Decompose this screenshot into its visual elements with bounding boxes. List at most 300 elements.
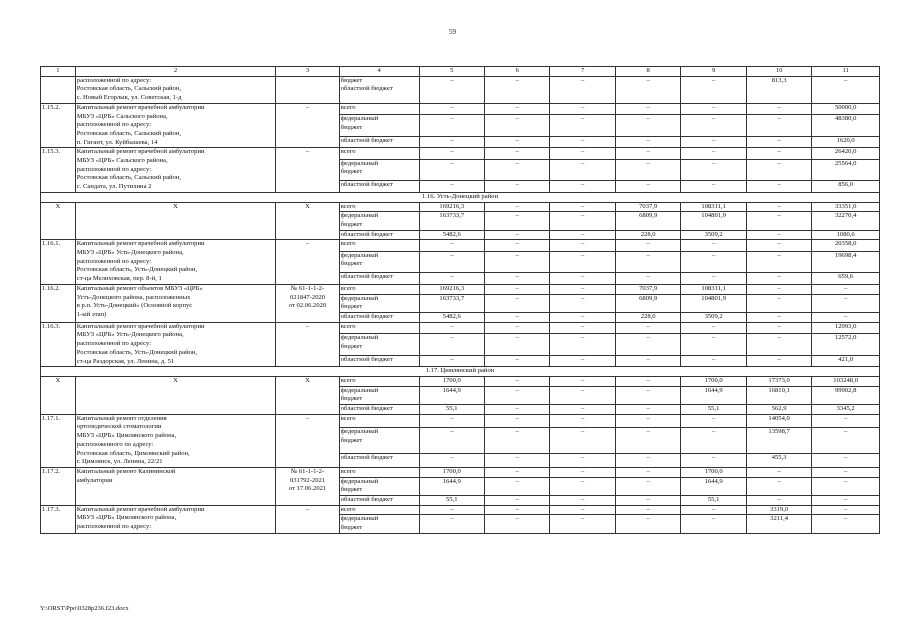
value-cell: 163733,7 xyxy=(419,294,484,312)
value-cell: 455,3 xyxy=(746,454,811,468)
value-cell: 7037,9 xyxy=(615,284,680,294)
value-cell: – xyxy=(812,477,880,495)
value-cell: – xyxy=(746,322,811,333)
document-cell: Х xyxy=(276,202,339,240)
table-body xyxy=(41,67,880,534)
value-cell: – xyxy=(485,230,550,240)
document-cell: – xyxy=(276,240,339,285)
table-row xyxy=(41,414,880,428)
value-cell: – xyxy=(615,115,680,137)
value-cell: 3211,4 xyxy=(746,515,811,533)
value-cell: – xyxy=(681,148,746,159)
value-cell: 103248,0 xyxy=(812,376,880,386)
value-cell: – xyxy=(485,428,550,454)
value-cell: – xyxy=(419,76,484,103)
source-cell: областной бюджет xyxy=(339,496,419,506)
value-cell: 104801,9 xyxy=(681,212,746,230)
source-cell: федеральный бюджет xyxy=(339,515,419,533)
value-cell: – xyxy=(681,414,746,428)
col-number: 7 xyxy=(550,67,615,77)
source-cell: всего xyxy=(339,322,419,333)
value-cell: 228,0 xyxy=(615,312,680,322)
source-cell: федеральный бюджет xyxy=(339,115,419,137)
value-cell: – xyxy=(615,334,680,356)
value-cell: – xyxy=(615,136,680,147)
source-cell: федеральный бюджет xyxy=(339,294,419,312)
value-cell: 1644,9 xyxy=(419,386,484,404)
value-cell: – xyxy=(485,181,550,192)
description-cell: Х xyxy=(75,202,276,240)
value-cell: – xyxy=(550,454,615,468)
value-cell: – xyxy=(615,515,680,533)
value-cell: 104801,9 xyxy=(681,294,746,312)
column-number-row xyxy=(41,67,880,77)
value-cell: – xyxy=(681,515,746,533)
value-cell: – xyxy=(681,159,746,181)
value-cell: 3509,2 xyxy=(681,230,746,240)
table-row xyxy=(41,376,880,386)
description-cell: Капитальный ремонт врачебной амбулатории МБУЗ «ЦРБ» Усть-Донецкого района, расположенной по адресу: Ростовская область, Усть-Донецкий район, ст-ца Раздорская, ул. Ленина, д. 51 xyxy=(75,322,276,367)
value-cell: – xyxy=(419,515,484,533)
item-number-cell: 1.17.2. xyxy=(41,467,76,505)
value-cell: – xyxy=(812,467,880,477)
value-cell: – xyxy=(485,454,550,468)
value-cell: – xyxy=(485,240,550,251)
value-cell: 108311,1 xyxy=(681,284,746,294)
col-number: 4 xyxy=(339,67,419,77)
value-cell: 48380,0 xyxy=(812,115,880,137)
source-cell: областной бюджет xyxy=(339,405,419,415)
col-number: 10 xyxy=(746,67,811,77)
table-row xyxy=(41,76,880,103)
section-title: 1.16. Усть-Донецкий район xyxy=(41,192,880,202)
value-cell: – xyxy=(681,251,746,273)
value-cell: – xyxy=(485,103,550,114)
value-cell: 5482,6 xyxy=(419,312,484,322)
value-cell: – xyxy=(681,454,746,468)
value-cell: 169216,3 xyxy=(419,202,484,212)
value-cell: – xyxy=(550,103,615,114)
table-row xyxy=(41,467,880,477)
value-cell: 55,1 xyxy=(419,496,484,506)
value-cell: 14054,0 xyxy=(746,414,811,428)
value-cell: 55,1 xyxy=(419,405,484,415)
item-number-cell xyxy=(41,76,76,103)
value-cell: – xyxy=(615,386,680,404)
description-cell: Капитальный ремонт отделения ортопедической стоматологии МБУЗ «ЦРБ» Цимлянского района, расположенного по адресу: Ростовская область, Цимлянский район, г. Цимлянск, ул. Ленина, 22/21 xyxy=(75,414,276,467)
value-cell: – xyxy=(812,312,880,322)
value-cell: – xyxy=(615,251,680,273)
value-cell: – xyxy=(550,386,615,404)
value-cell: – xyxy=(550,505,615,515)
value-cell: – xyxy=(550,273,615,284)
value-cell: – xyxy=(615,273,680,284)
value-cell: – xyxy=(550,251,615,273)
value-cell: 1700,0 xyxy=(681,467,746,477)
value-cell: – xyxy=(485,414,550,428)
item-number-cell: 1.16.2. xyxy=(41,284,76,322)
value-cell: – xyxy=(550,284,615,294)
value-cell: – xyxy=(746,230,811,240)
file-path-footer: Y:\ORST\Ppo\0328p236.f23.docx xyxy=(40,605,129,612)
value-cell: – xyxy=(550,376,615,386)
item-number-cell: Х xyxy=(41,202,76,240)
value-cell: – xyxy=(615,103,680,114)
document-cell: – xyxy=(276,148,339,193)
value-cell: – xyxy=(615,76,680,103)
value-cell: 12993,0 xyxy=(812,322,880,333)
value-cell: 5482,6 xyxy=(419,230,484,240)
value-cell: – xyxy=(746,115,811,137)
value-cell: – xyxy=(485,355,550,366)
value-cell: – xyxy=(681,76,746,103)
value-cell: – xyxy=(746,294,811,312)
source-cell: областной бюджет xyxy=(339,136,419,147)
value-cell: 1644,9 xyxy=(681,386,746,404)
value-cell: – xyxy=(550,355,615,366)
description-cell: Капитальный ремонт врачебной амбулатории МБУЗ «ЦРБ» Цимлянского района, расположенной по адресу: xyxy=(75,505,276,533)
section-header-row xyxy=(41,192,880,202)
value-cell: – xyxy=(550,515,615,533)
description-cell: Капитальный ремонт врачебной амбулатории МБУЗ «ЦРБ» Сальского района, расположенной по адресу: Ростовская область, Сальский район, с. Сандата, ул. Путилина 2 xyxy=(75,148,276,193)
value-cell: – xyxy=(550,76,615,103)
value-cell: 228,0 xyxy=(615,230,680,240)
item-number-cell: 1.17.3. xyxy=(41,505,76,533)
value-cell: – xyxy=(485,386,550,404)
value-cell: – xyxy=(615,159,680,181)
value-cell: – xyxy=(485,312,550,322)
value-cell: 25564,0 xyxy=(812,159,880,181)
value-cell: 1700,0 xyxy=(419,467,484,477)
source-cell: всего xyxy=(339,103,419,114)
value-cell: 19698,4 xyxy=(812,251,880,273)
value-cell: – xyxy=(485,467,550,477)
table-row xyxy=(41,284,880,294)
document-cell: Х xyxy=(276,376,339,414)
value-cell: 1700,0 xyxy=(419,376,484,386)
col-number: 9 xyxy=(681,67,746,77)
source-cell: областной бюджет xyxy=(339,454,419,468)
item-number-cell: 1.15.2. xyxy=(41,103,76,148)
source-cell: всего xyxy=(339,202,419,212)
item-number-cell: 1.16.1. xyxy=(41,240,76,285)
value-cell: – xyxy=(615,181,680,192)
value-cell: – xyxy=(485,294,550,312)
value-cell: – xyxy=(812,496,880,506)
value-cell: – xyxy=(615,496,680,506)
value-cell: – xyxy=(550,312,615,322)
document-cell: № 61-1-1-2- 021847-2020 от 02.06.2020 xyxy=(276,284,339,322)
source-cell: федеральный бюджет xyxy=(339,251,419,273)
value-cell: – xyxy=(681,428,746,454)
item-number-cell: 1.15.3. xyxy=(41,148,76,193)
document-cell: – xyxy=(276,505,339,533)
value-cell: 99902,8 xyxy=(812,386,880,404)
value-cell: – xyxy=(485,505,550,515)
value-cell: – xyxy=(485,405,550,415)
source-cell: всего xyxy=(339,414,419,428)
value-cell: – xyxy=(746,240,811,251)
description-cell: Капитальный ремонт Калининской амбулатории xyxy=(75,467,276,505)
value-cell: – xyxy=(419,273,484,284)
value-cell: – xyxy=(550,334,615,356)
value-cell: – xyxy=(681,273,746,284)
value-cell: – xyxy=(746,477,811,495)
value-cell: – xyxy=(615,405,680,415)
source-cell: всего xyxy=(339,284,419,294)
value-cell: – xyxy=(746,467,811,477)
value-cell: – xyxy=(550,467,615,477)
value-cell: – xyxy=(550,405,615,415)
value-cell: 169216,3 xyxy=(419,284,484,294)
value-cell: – xyxy=(746,202,811,212)
value-cell: – xyxy=(485,251,550,273)
value-cell: – xyxy=(485,322,550,333)
source-cell: всего xyxy=(339,240,419,251)
document-cell: – xyxy=(276,414,339,467)
value-cell: – xyxy=(812,76,880,103)
value-cell: – xyxy=(419,136,484,147)
value-cell: 3345,2 xyxy=(812,405,880,415)
value-cell: – xyxy=(419,505,484,515)
value-cell: – xyxy=(550,230,615,240)
value-cell: – xyxy=(550,496,615,506)
value-cell: – xyxy=(615,240,680,251)
page-number: 59 xyxy=(449,28,456,36)
value-cell: 26420,0 xyxy=(812,148,880,159)
value-cell: – xyxy=(419,414,484,428)
value-cell: 813,3 xyxy=(746,76,811,103)
value-cell: – xyxy=(419,240,484,251)
section-title: 1.17. Цимлянский район xyxy=(41,367,880,377)
value-cell: – xyxy=(550,428,615,454)
document-cell: № 61-1-1-2- 031792-2021 от 17.06.2021 xyxy=(276,467,339,505)
value-cell: 163733,7 xyxy=(419,212,484,230)
value-cell: – xyxy=(746,103,811,114)
value-cell: 6809,9 xyxy=(615,294,680,312)
source-cell: областной бюджет xyxy=(339,312,419,322)
value-cell: – xyxy=(681,181,746,192)
value-cell: – xyxy=(812,505,880,515)
table-row xyxy=(41,505,880,515)
value-cell: – xyxy=(419,181,484,192)
value-cell: – xyxy=(550,202,615,212)
table-row xyxy=(41,322,880,333)
value-cell: – xyxy=(681,334,746,356)
value-cell: – xyxy=(615,505,680,515)
value-cell: – xyxy=(615,355,680,366)
value-cell: – xyxy=(615,414,680,428)
value-cell: – xyxy=(419,103,484,114)
source-cell: федеральный бюджет xyxy=(339,334,419,356)
value-cell: 1700,0 xyxy=(681,376,746,386)
value-cell: 1644,9 xyxy=(681,477,746,495)
source-cell: федеральный бюджет xyxy=(339,386,419,404)
source-cell: областной бюджет xyxy=(339,355,419,366)
value-cell: – xyxy=(812,414,880,428)
description-cell: расположенной по адресу: Ростовская область, Сальский район, с. Новый Егорлык, ул. Советская, 1-д xyxy=(75,76,276,103)
value-cell: 1080,6 xyxy=(812,230,880,240)
value-cell: – xyxy=(419,428,484,454)
value-cell: – xyxy=(419,322,484,333)
value-cell: – xyxy=(550,115,615,137)
value-cell: 32270,4 xyxy=(812,212,880,230)
description-cell: Х xyxy=(75,376,276,414)
value-cell: – xyxy=(550,148,615,159)
description-cell: Капитальный ремонт объектов МБУЗ «ЦРБ» Усть-Донецкого района, расположенных в р.п. Усть-Донецкий» (Основной корпус 1-ый этап) xyxy=(75,284,276,322)
value-cell: – xyxy=(419,148,484,159)
description-cell: Капитальный ремонт врачебной амбулатории МБУЗ «ЦРБ» Усть-Донецкого района, расположенной по адресу: Ростовская область, Усть-Донецкий район, ст-ца Мелиховская, пер. 8-й, 1 xyxy=(75,240,276,285)
col-number: 2 xyxy=(75,67,276,77)
value-cell: 659,6 xyxy=(812,273,880,284)
value-cell: – xyxy=(485,334,550,356)
value-cell: – xyxy=(746,251,811,273)
item-number-cell: Х xyxy=(41,376,76,414)
value-cell: – xyxy=(746,355,811,366)
value-cell: 16810,1 xyxy=(746,386,811,404)
value-cell: – xyxy=(419,355,484,366)
value-cell: – xyxy=(550,240,615,251)
value-cell: – xyxy=(550,322,615,333)
value-cell: – xyxy=(550,181,615,192)
document-cell xyxy=(276,76,339,103)
source-cell: федеральный бюджет xyxy=(339,159,419,181)
value-cell: – xyxy=(681,355,746,366)
value-cell: – xyxy=(485,115,550,137)
col-number: 8 xyxy=(615,67,680,77)
value-cell: – xyxy=(485,148,550,159)
value-cell: – xyxy=(812,284,880,294)
value-cell: – xyxy=(485,496,550,506)
value-cell: – xyxy=(746,148,811,159)
source-cell: федеральный бюджет xyxy=(339,428,419,454)
value-cell: – xyxy=(812,294,880,312)
source-cell: областной бюджет xyxy=(339,181,419,192)
value-cell: – xyxy=(419,454,484,468)
value-cell: 12572,0 xyxy=(812,334,880,356)
table-row xyxy=(41,202,880,212)
value-cell: – xyxy=(681,505,746,515)
source-cell: федеральный бюджет xyxy=(339,212,419,230)
value-cell: – xyxy=(485,76,550,103)
section-header-row xyxy=(41,367,880,377)
col-number: 5 xyxy=(419,67,484,77)
value-cell: – xyxy=(681,103,746,114)
budget-table xyxy=(40,66,880,534)
col-number: 6 xyxy=(485,67,550,77)
description-cell: Капитальный ремонт врачебной амбулатории МБУЗ «ЦРБ» Сальского района, расположенной по адресу: Ростовская область, Сальский район, п. Гигант, ул. Куйбышева, 14 xyxy=(75,103,276,148)
value-cell: 13598,7 xyxy=(746,428,811,454)
value-cell: – xyxy=(485,273,550,284)
value-cell: – xyxy=(615,148,680,159)
value-cell: 562,9 xyxy=(746,405,811,415)
table-row xyxy=(41,148,880,159)
value-cell: – xyxy=(485,284,550,294)
value-cell: – xyxy=(485,212,550,230)
value-cell: – xyxy=(746,312,811,322)
value-cell: – xyxy=(485,136,550,147)
value-cell: – xyxy=(550,294,615,312)
value-cell: 6809,9 xyxy=(615,212,680,230)
value-cell: – xyxy=(485,376,550,386)
table-row xyxy=(41,240,880,251)
source-cell: областной бюджет xyxy=(339,230,419,240)
value-cell: – xyxy=(419,115,484,137)
value-cell: – xyxy=(812,454,880,468)
value-cell: – xyxy=(812,515,880,533)
document-cell: – xyxy=(276,322,339,367)
value-cell: 1620,0 xyxy=(812,136,880,147)
value-cell: – xyxy=(485,202,550,212)
item-number-cell: 1.16.3. xyxy=(41,322,76,367)
value-cell: – xyxy=(615,428,680,454)
value-cell: – xyxy=(681,322,746,333)
value-cell: – xyxy=(746,273,811,284)
value-cell: 17373,0 xyxy=(746,376,811,386)
value-cell: – xyxy=(615,322,680,333)
value-cell: – xyxy=(615,477,680,495)
col-number: 11 xyxy=(812,67,880,77)
source-cell: всего xyxy=(339,148,419,159)
value-cell: – xyxy=(485,515,550,533)
value-cell: – xyxy=(746,496,811,506)
value-cell: 108311,1 xyxy=(681,202,746,212)
value-cell: – xyxy=(550,212,615,230)
value-cell: 50000,0 xyxy=(812,103,880,114)
value-cell: – xyxy=(550,159,615,181)
value-cell: – xyxy=(681,136,746,147)
source-cell: бюджет областной бюджет xyxy=(339,76,419,103)
col-number: 1 xyxy=(41,67,76,77)
value-cell: 55,1 xyxy=(681,405,746,415)
source-cell: всего xyxy=(339,505,419,515)
value-cell: – xyxy=(615,467,680,477)
value-cell: – xyxy=(681,115,746,137)
value-cell: 7037,9 xyxy=(615,202,680,212)
value-cell: – xyxy=(746,212,811,230)
value-cell: 1644,9 xyxy=(419,477,484,495)
value-cell: – xyxy=(550,477,615,495)
value-cell: – xyxy=(419,334,484,356)
value-cell: 33351,0 xyxy=(812,202,880,212)
value-cell: – xyxy=(746,136,811,147)
value-cell: – xyxy=(550,136,615,147)
value-cell: 856,0 xyxy=(812,181,880,192)
value-cell: – xyxy=(746,181,811,192)
value-cell: – xyxy=(485,159,550,181)
value-cell: – xyxy=(615,454,680,468)
value-cell: – xyxy=(615,376,680,386)
value-cell: – xyxy=(419,251,484,273)
value-cell: – xyxy=(746,159,811,181)
value-cell: – xyxy=(746,334,811,356)
item-number-cell: 1.17.1. xyxy=(41,414,76,467)
source-cell: всего xyxy=(339,376,419,386)
source-cell: всего xyxy=(339,467,419,477)
value-cell: 3319,0 xyxy=(746,505,811,515)
value-cell: – xyxy=(419,159,484,181)
source-cell: областной бюджет xyxy=(339,273,419,284)
value-cell: – xyxy=(485,477,550,495)
value-cell: 3509,2 xyxy=(681,312,746,322)
source-cell: федеральный бюджет xyxy=(339,477,419,495)
value-cell: – xyxy=(746,284,811,294)
value-cell: – xyxy=(550,414,615,428)
table-row xyxy=(41,103,880,114)
value-cell: 55,1 xyxy=(681,496,746,506)
value-cell: – xyxy=(681,240,746,251)
document-cell: – xyxy=(276,103,339,148)
